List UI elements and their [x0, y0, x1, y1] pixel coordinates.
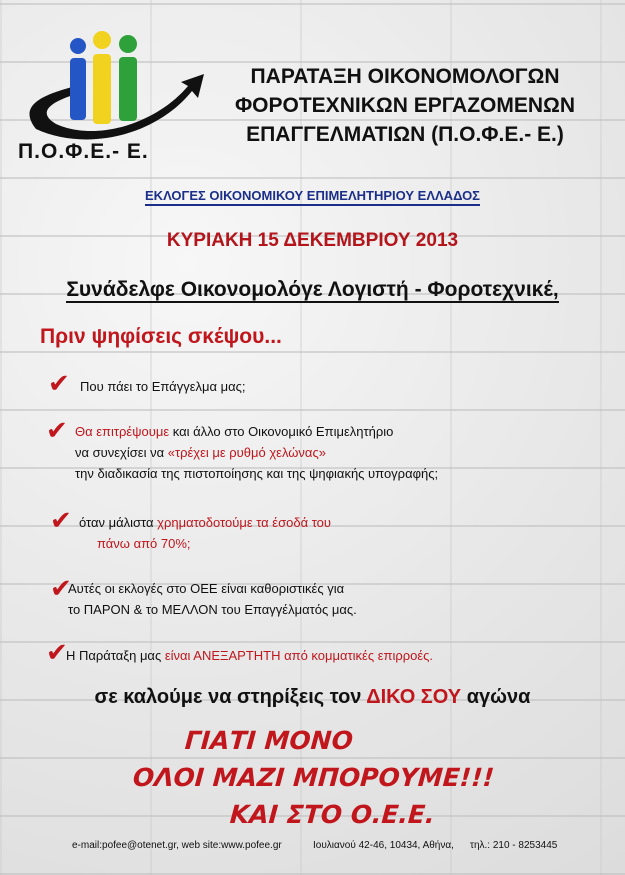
- list-item: όταν μάλιστα χρηματοδοτούμε τα έσοδά του πάνω από 70%;: [79, 515, 332, 551]
- logo-figure-blue-head: [70, 38, 86, 54]
- logo-figure-green-head: [119, 35, 137, 53]
- greeting: Συνάδελφε Οικονομολόγε Λογιστή - Φοροτεχνικέ,: [66, 278, 559, 301]
- list-item: Που πάει το Επάγγελμα μας;: [80, 379, 246, 394]
- list-item: Η Παράταξη μας είναι ΑΝΕΞΑΡΤΗΤΗ από κομματικές επιρροές.: [66, 648, 434, 663]
- header-title-line: ΠΑΡΑΤΑΞΗ ΟΙΚΟΝΟΜΟΛΟΓΩΝ: [250, 65, 560, 88]
- slogan-line: ΓΙΑΤΙ ΜΟΝΟ: [183, 726, 354, 755]
- checkmark-icon: ✔: [48, 369, 70, 399]
- header-title-line: ΕΠΑΓΓΕΛΜΑΤΙΩΝ (Π.Ο.Φ.Ε.- Ε.): [246, 123, 564, 146]
- list-item: Θα επιτρέψουμε και άλλο στο Οικονομικό Επιμελητήριο να συνεχίσει να «τρέχει με ρυθμό χελώνας» την διαδικασία της πιστοποίησης και της ψηφιακής υπογραφής;: [75, 424, 439, 481]
- slogan-line: ΚΑΙ ΣΤΟ Ο.Ε.Ε.: [228, 800, 436, 829]
- org-short-name: Π.Ο.Φ.Ε.- Ε.: [18, 140, 149, 163]
- checkmark-icon: ✔: [46, 416, 68, 446]
- logo-figure-blue-body: [70, 58, 86, 120]
- logo-figure-yellow-head: [93, 31, 111, 49]
- footer-phone: τηλ.: 210 - 8253445: [470, 840, 558, 851]
- list-item: Αυτές οι εκλογές στο ΟΕΕ είναι καθοριστικές για το ΠΑΡΟΝ & το ΜΕΛΛΟΝ του Επαγγέλματός μας.: [68, 581, 357, 617]
- election-date: ΚΥΡΙΑΚΗ 15 ΔΕΚΕΜΒΡΙΟΥ 2013: [166, 230, 459, 251]
- think-heading: Πριν ψηφίσεις σκέψου...: [40, 325, 282, 348]
- slogan-line: ΟΛΟΙ ΜΑΖΙ ΜΠΟΡΟΥΜΕ!!!: [131, 763, 496, 792]
- checkmark-icon: ✔: [46, 638, 68, 668]
- elections-subtitle: ΕΚΛΟΓΕΣ ΟΙΚΟΝΟΜΙΚΟΥ ΕΠΙΜΕΛΗΤΗΡΙΟΥ ΕΛΛΑΔΟΣ: [0, 188, 625, 203]
- logo-figure-yellow-body: [93, 54, 111, 124]
- checkmark-icon: ✔: [50, 574, 72, 604]
- checkmark-icon: ✔: [50, 506, 72, 536]
- header-title-line: ΦΟΡΟΤΕΧΝΙΚΩΝ ΕΡΓΑΖΟΜΕΝΩΝ: [234, 94, 576, 117]
- footer-address: Ιουλιανού 42-46, 10434, Αθήνα,: [313, 840, 454, 851]
- header-title: [200, 62, 610, 149]
- logo-swoosh: [30, 74, 204, 139]
- logo-figure-green-body: [119, 57, 137, 121]
- call-to-action: σε καλούμε να στηρίξεις τον ΔΙΚΟ ΣΟΥ αγώνα: [94, 686, 531, 708]
- footer-contact: e-mail:pofee@otenet.gr, web site:www.pofee.gr: [72, 840, 282, 851]
